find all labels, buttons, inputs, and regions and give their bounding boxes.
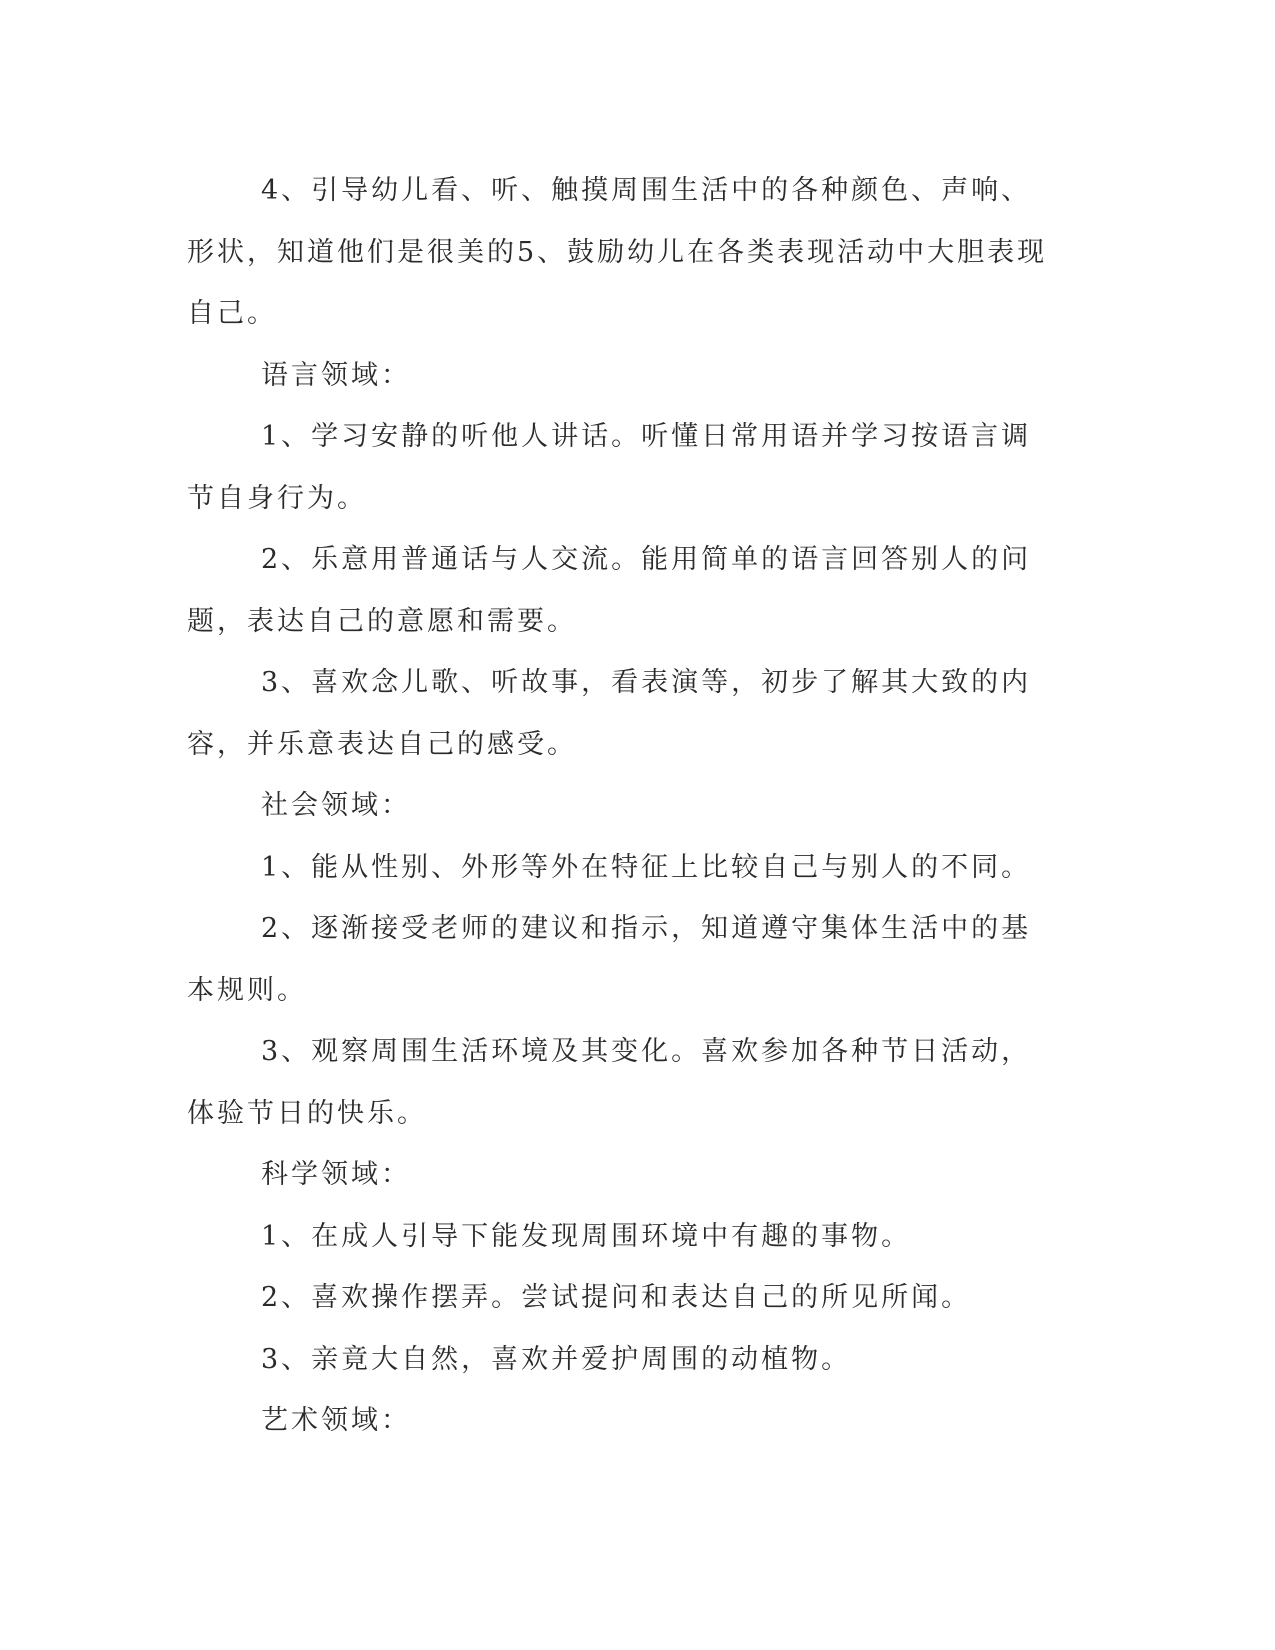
paragraph-social-1: 1、能从性别、外形等外在特征上比较自己与别人的不同。: [261, 851, 1032, 883]
paragraph-science-3: 3、亲竟大自然，喜欢并爱护周围的动植物。: [261, 1343, 852, 1375]
paragraph-language-1: 1、学习安静的听他人讲话。听懂日常用语并学习按语言调节自身行为。: [187, 421, 1032, 514]
heading-science-domain: 科学领域：: [261, 1159, 411, 1190]
heading-social-domain: 社会领域：: [261, 790, 411, 821]
paragraph-language-3: 3、喜欢念儿歌、听故事，看表演等，初步了解其大致的内容，并乐意表达自己的感受。: [187, 667, 1032, 760]
document-body: [187, 160, 1057, 1452]
paragraph-science-2: 2、喜欢操作摆弄。尝试提问和表达自己的所见所闻。: [261, 1282, 972, 1313]
heading-language-domain: 语言领域：: [261, 359, 411, 391]
paragraph-science-1: 1、在成人引导下能发现周围环境中有趣的事物。: [261, 1220, 912, 1252]
paragraph-social-3: 3、观察周围生活环境及其变化。喜欢参加各种节日活动，体验节日的快乐。: [187, 1036, 1032, 1129]
heading-art-domain: 艺术领域：: [261, 1405, 411, 1436]
paragraph-language-2: 2、乐意用普通话与人交流。能用简单的语言回答别人的问题，表达自己的意愿和需要。: [187, 544, 1032, 637]
paragraph-art-goals-continued: 4、引导幼儿看、听、触摸周围生活中的各种颜色、声响、形状，知道他们是很美的5、鼓励幼儿在各类表现活动中大胆表现自己。: [187, 175, 1048, 329]
paragraph-social-2: 2、逐渐接受老师的建议和指示，知道遵守集体生活中的基本规则。: [187, 913, 1032, 1006]
